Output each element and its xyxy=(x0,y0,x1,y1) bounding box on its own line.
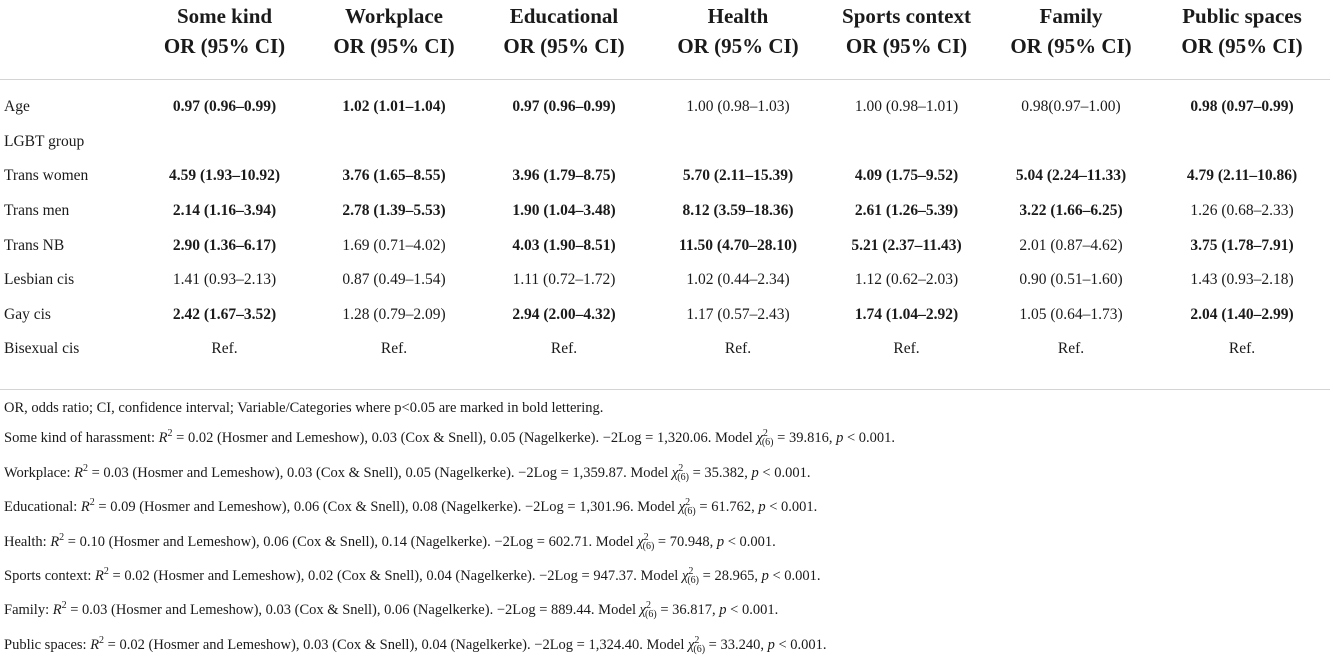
loglik-value: 1,324.40 xyxy=(588,636,640,653)
table-cell: 0.98(0.97–1.00) xyxy=(1021,98,1121,116)
model-label: Educational: xyxy=(4,499,78,516)
r2-nagelkerke-value: 0.05 xyxy=(490,430,516,447)
r2-hosmer-value: 0.02 xyxy=(119,636,145,653)
table-cell: 1.00 (0.98–1.01) xyxy=(854,98,959,116)
table-row xyxy=(0,194,1330,229)
p-symbol: p xyxy=(719,602,727,619)
table-bottom-rule xyxy=(0,389,1330,390)
chi-subscript: (6) xyxy=(684,506,696,518)
chi-symbol: χ xyxy=(678,499,686,516)
table-cell: 5.70 (2.11–15.39) xyxy=(682,167,794,185)
chi-subscript: (6) xyxy=(761,437,774,449)
table-notes xyxy=(4,396,1330,662)
chi-symbol: χ xyxy=(671,464,679,481)
column-header-measure: OR (95% CI) xyxy=(1010,34,1132,58)
chi2-value: 61.762 xyxy=(711,499,752,516)
model-label: Health: xyxy=(4,533,47,550)
table-cell: 2.14 (1.16–3.94) xyxy=(172,202,277,220)
table-cell: 8.12 (3.59–18.36) xyxy=(682,202,794,220)
r2-cox-snell-value: 0.03 xyxy=(287,464,313,481)
chi-symbol: χ xyxy=(639,602,647,619)
header-row-measures xyxy=(0,31,1330,80)
column-header-measure: OR (95% CI) xyxy=(503,34,625,58)
r-symbol: R xyxy=(95,568,104,585)
table-cell xyxy=(311,125,477,160)
r2-hosmer-value: 0.03 xyxy=(82,602,108,619)
model-note: Workplace: $R^2 = 0.03$ (Hosmer and Lemeshow), 0.03 (Cox & Snell), 0.05 (Nagelkerke). −2Log = 1,359.87. Model $\chi^2_{(6)} = 35.382$, p < 0.001. xyxy=(4,462,811,483)
row-label: Gay cis xyxy=(4,305,51,323)
table-cell: 0.87 (0.49–1.54) xyxy=(342,271,446,289)
table-cell: 1.26 (0.68–2.33) xyxy=(1190,202,1294,220)
table-row xyxy=(0,228,1330,263)
r-symbol: R xyxy=(158,430,168,447)
p-value: 0.001 xyxy=(784,568,817,585)
table-cell: 2.01 (0.87–4.62) xyxy=(1019,236,1123,254)
table-cell: 2.04 (1.40–2.99) xyxy=(1190,305,1294,323)
table-cell xyxy=(651,125,825,160)
row-label: Lesbian cis xyxy=(4,271,75,289)
table-cell: 4.59 (1.93–10.92) xyxy=(168,167,281,185)
p-symbol: p xyxy=(716,533,725,550)
table-cell: 0.98 (0.97–0.99) xyxy=(1190,98,1294,116)
chi-symbol: χ xyxy=(687,636,695,653)
table-row xyxy=(0,298,1330,333)
chi-symbol: χ xyxy=(637,533,644,550)
chi2-value: 28.965 xyxy=(714,568,755,585)
r-symbol: R xyxy=(74,464,83,481)
column-header-measure: OR (95% CI) xyxy=(677,34,799,58)
model-note: Health: $R^2 = 0.10$ (Hosmer and Lemeshow), 0.06 (Cox & Snell), 0.14 (Nagelkerke). −2Log = 602.71. Model $\chi^2_{(6)} = 70.948$, p < 0.001. xyxy=(4,531,776,552)
r-exponent: 2 xyxy=(82,462,88,474)
header-corner xyxy=(0,0,138,31)
p-value: 0.001 xyxy=(858,430,892,447)
model-label: Workplace: xyxy=(4,464,71,481)
chi-subscript: (6) xyxy=(687,575,699,587)
model-note: Some kind of harassment: $R^2 = 0.02$ (Hosmer and Lemeshow), 0.03 (Cox & Snell), 0.05 (Nagelkerke). −2Log = 1,320.06. Model $\chi^2_{(6)} = 39.816$, p < 0.001. xyxy=(4,428,895,449)
header-corner xyxy=(0,31,138,80)
loglik-value: 889.44 xyxy=(551,602,591,619)
p-symbol: p xyxy=(836,430,844,447)
header-row-names xyxy=(0,0,1330,31)
chi2-value: 39.816 xyxy=(788,430,829,447)
r2-nagelkerke-value: 0.08 xyxy=(412,499,438,516)
r2-nagelkerke-value: 0.14 xyxy=(381,533,408,550)
model-label: Some kind of harassment: xyxy=(4,430,156,447)
column-header-name: Health xyxy=(707,4,769,28)
r2-cox-snell-value: 0.06 xyxy=(293,499,320,516)
column-header-measure: OR (95% CI) xyxy=(333,34,455,58)
chi-superscript: 2 xyxy=(643,531,649,543)
row-label: LGBT group xyxy=(4,132,85,150)
table-row xyxy=(0,80,1330,125)
table-cell: 1.17 (0.57–2.43) xyxy=(686,305,790,323)
table-cell: Ref. xyxy=(380,340,408,358)
table-cell: 2.90 (1.36–6.17) xyxy=(172,236,277,254)
column-header-measure: OR (95% CI) xyxy=(163,34,286,58)
table-cell: 3.22 (1.66–6.25) xyxy=(1019,202,1123,220)
table-cell: 0.97 (0.96–0.99) xyxy=(172,98,277,116)
table-row xyxy=(0,263,1330,298)
r-symbol: R xyxy=(90,636,100,653)
table-cell: 4.79 (2.11–10.86) xyxy=(1186,167,1298,185)
r-exponent: 2 xyxy=(99,634,105,646)
r2-hosmer-value: 0.10 xyxy=(79,533,105,550)
table-body xyxy=(0,80,1330,371)
table-cell: 0.97 (0.96–0.99) xyxy=(512,98,616,116)
r-exponent: 2 xyxy=(167,428,173,440)
chi-superscript: 2 xyxy=(694,634,700,646)
chi-superscript: 2 xyxy=(688,566,694,578)
table-cell: Ref. xyxy=(724,340,752,358)
chi-symbol: χ xyxy=(756,430,763,447)
model-note: Family: $R^2 = 0.03$ (Hosmer and Lemeshow), 0.03 (Cox & Snell), 0.06 (Nagelkerke). −2Log = 889.44. Model $\chi^2_{(6)} = 36.817$, p < 0.001. xyxy=(4,600,779,621)
table-cell: 1.74 (1.04–2.92) xyxy=(854,305,959,323)
table-cell xyxy=(138,125,311,160)
chi-subscript: (6) xyxy=(645,609,657,621)
chi-subscript: (6) xyxy=(677,471,689,483)
chi2-value: 70.948 xyxy=(669,533,710,550)
chi-subscript: (6) xyxy=(642,540,655,552)
r-exponent: 2 xyxy=(61,600,67,612)
r2-hosmer-value: 0.03 xyxy=(103,464,129,481)
table-cell: 1.02 (1.01–1.04) xyxy=(342,98,446,116)
r2-cox-snell-value: 0.03 xyxy=(371,430,397,447)
r2-hosmer-value: 0.09 xyxy=(110,499,136,516)
row-label: Trans men xyxy=(4,202,70,220)
table-cell: Ref. xyxy=(893,340,920,358)
table-cell: 4.03 (1.90–8.51) xyxy=(512,236,616,254)
row-label: Age xyxy=(4,98,30,116)
p-value: 0.001 xyxy=(774,464,807,481)
r-symbol: R xyxy=(50,533,60,550)
p-value: 0.001 xyxy=(739,533,773,550)
r2-hosmer-value: 0.02 xyxy=(124,568,150,585)
table-cell: 2.61 (1.26–5.39) xyxy=(854,202,959,220)
table-cell: Ref. xyxy=(1057,340,1085,358)
r-exponent: 2 xyxy=(59,531,65,543)
legend-note: OR, odds ratio; CI, confidence interval; Variable/Categories where p<0.05 are marked in bold lettering. xyxy=(4,400,604,416)
column-header-name: Some kind xyxy=(176,4,273,28)
table-cell: 1.43 (0.93–2.18) xyxy=(1190,271,1294,289)
r-symbol: R xyxy=(80,499,90,516)
r2-nagelkerke-value: 0.04 xyxy=(421,636,447,653)
table-cell: Ref. xyxy=(1228,340,1256,358)
loglik-value: 1,320.06 xyxy=(656,430,708,447)
column-header-name: Educational xyxy=(509,4,619,28)
r2-nagelkerke-value: 0.04 xyxy=(426,568,452,585)
r2-nagelkerke-value: 0.05 xyxy=(405,464,431,481)
table-row xyxy=(0,159,1330,194)
loglik-value: 602.71 xyxy=(548,533,589,550)
loglik-value: 1,359.87 xyxy=(572,464,624,481)
model-note: Sports context: $R^2 = 0.02$ (Hosmer and Lemeshow), 0.02 (Cox & Snell), 0.04 (Nagelkerke). −2Log = 947.37. Model $\chi^2_{(6)} = 28.965$, p < 0.001. xyxy=(4,566,821,587)
p-symbol: p xyxy=(761,568,769,585)
table-cell xyxy=(1154,125,1330,160)
table-cell: Ref. xyxy=(550,340,578,358)
row-label: Trans NB xyxy=(4,236,65,254)
row-label: Trans women xyxy=(4,167,89,185)
table-cell: 1.90 (1.04–3.48) xyxy=(512,202,616,220)
chi-superscript: 2 xyxy=(685,497,691,509)
r-exponent: 2 xyxy=(89,497,95,509)
model-fit-notes xyxy=(4,421,1330,662)
column-header-name: Public spaces xyxy=(1182,4,1302,28)
table-row xyxy=(0,332,1330,371)
r2-nagelkerke-value: 0.06 xyxy=(384,602,410,619)
table-cell xyxy=(825,125,988,160)
chi-superscript: 2 xyxy=(646,600,652,612)
model-note: Public spaces: $R^2 = 0.02$ (Hosmer and Lemeshow), 0.03 (Cox & Snell), 0.04 (Nagelkerke). −2Log = 1,324.40. Model $\chi^2_{(6)} = 33.240$, p < 0.001. xyxy=(4,634,827,655)
table-cell: Ref. xyxy=(211,340,238,358)
table-cell: 3.76 (1.65–8.55) xyxy=(342,167,446,185)
r-exponent: 2 xyxy=(103,566,109,578)
table-cell: 1.11 (0.72–1.72) xyxy=(512,271,616,289)
p-value: 0.001 xyxy=(781,499,814,516)
model-label: Family: xyxy=(4,602,50,619)
r2-cox-snell-value: 0.02 xyxy=(307,568,334,585)
model-note: Educational: $R^2 = 0.09$ (Hosmer and Lemeshow), 0.06 (Cox & Snell), 0.08 (Nagelkerke). −2Log = 1,301.96. Model $\chi^2_{(6)} = 61.762$, p < 0.001. xyxy=(4,497,818,518)
r2-hosmer-value: 0.02 xyxy=(187,430,214,447)
p-symbol: p xyxy=(751,464,759,481)
table-cell: 5.21 (2.37–11.43) xyxy=(851,236,962,254)
row-label: Bisexual cis xyxy=(4,340,80,358)
model-label: Sports context: xyxy=(4,568,92,585)
column-header-name: Family xyxy=(1039,4,1103,28)
chi2-value: 36.817 xyxy=(672,602,713,619)
column-header-measure: OR (95% CI) xyxy=(1181,34,1303,58)
table-cell: 1.28 (0.79–2.09) xyxy=(342,305,446,323)
table-cell: 0.90 (0.51–1.60) xyxy=(1019,271,1123,289)
chi-subscript: (6) xyxy=(693,643,706,655)
column-header-measure: OR (95% CI) xyxy=(845,34,968,58)
table-cell xyxy=(477,125,651,160)
table-cell: 4.09 (1.75–9.52) xyxy=(854,167,959,185)
column-header-name: Sports context xyxy=(842,4,971,28)
chi2-value: 33.240 xyxy=(720,636,761,653)
r2-cox-snell-value: 0.03 xyxy=(303,636,329,653)
p-value: 0.001 xyxy=(790,636,823,653)
table-cell: 2.42 (1.67–3.52) xyxy=(172,305,277,323)
table-cell: 11.50 (4.70–28.10) xyxy=(679,236,797,254)
table-row xyxy=(0,125,1330,160)
chi-symbol: χ xyxy=(681,568,689,585)
column-header-name: Workplace xyxy=(345,4,443,28)
table-cell: 5.04 (2.24–11.33) xyxy=(1015,167,1127,185)
r2-cox-snell-value: 0.06 xyxy=(263,533,289,550)
chi2-value: 35.382 xyxy=(704,464,745,481)
loglik-value: 947.37 xyxy=(593,568,634,585)
model-label: Public spaces: xyxy=(4,636,87,653)
table-cell: 2.94 (2.00–4.32) xyxy=(512,305,616,323)
table-cell: 1.02 (0.44–2.34) xyxy=(686,271,790,289)
p-symbol: p xyxy=(758,499,766,516)
table-cell: 1.05 (0.64–1.73) xyxy=(1019,305,1123,323)
table-cell: 3.75 (1.78–7.91) xyxy=(1190,236,1294,254)
p-symbol: p xyxy=(767,636,775,653)
table-cell xyxy=(988,125,1154,160)
table-cell: 1.41 (0.93–2.13) xyxy=(172,271,277,289)
table-cell: 3.96 (1.79–8.75) xyxy=(512,167,616,185)
chi-superscript: 2 xyxy=(762,428,768,440)
chi-superscript: 2 xyxy=(678,462,684,474)
table-cell: 1.00 (0.98–1.03) xyxy=(686,98,790,116)
p-value: 0.001 xyxy=(741,602,775,619)
loglik-value: 1,301.96 xyxy=(579,499,630,516)
r2-cox-snell-value: 0.03 xyxy=(265,602,292,619)
r-symbol: R xyxy=(52,602,62,619)
table-cell: 1.69 (0.71–4.02) xyxy=(342,236,446,254)
table-cell: 2.78 (1.39–5.53) xyxy=(342,202,446,220)
table-cell: 1.12 (0.62–2.03) xyxy=(854,271,959,289)
